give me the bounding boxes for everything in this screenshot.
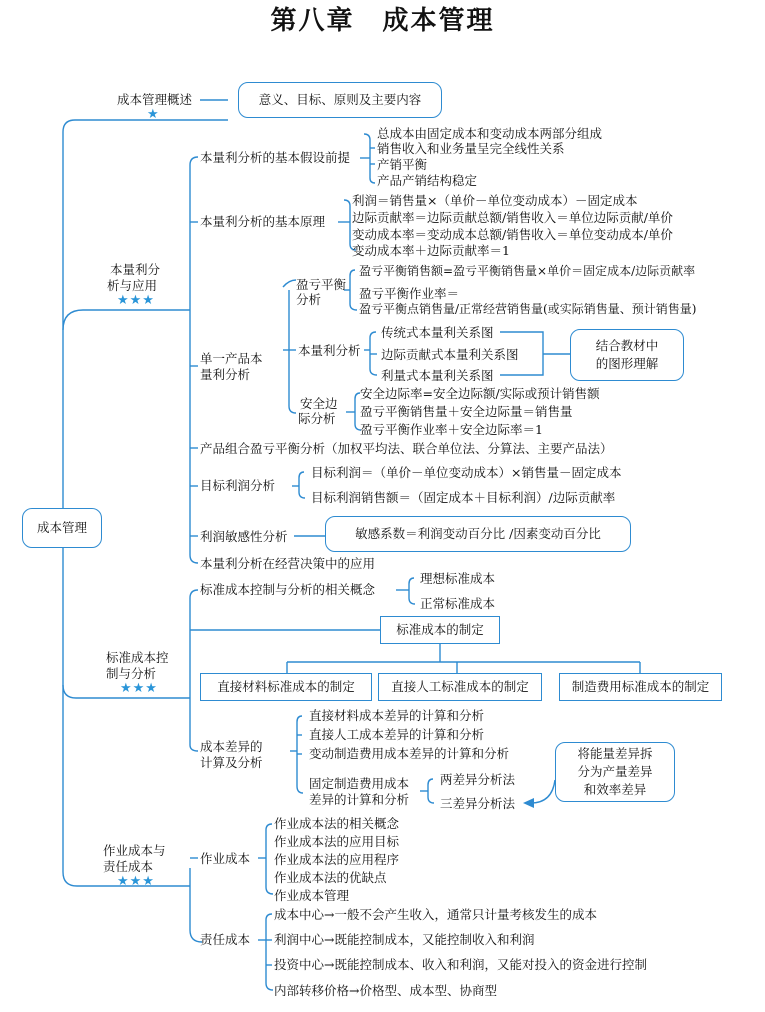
overview-content: 意义、目标、原则及主要内容 [238,82,442,118]
principle-item: 变动成本率＋边际贡献率＝1 [352,243,510,258]
responsibility-cost-label: 责任成本 [200,932,251,947]
chart-note [570,329,684,381]
breakeven-label-line2: 分析 [296,292,322,307]
principle-item: 边际贡献率＝边际贡献总额/销售收入＝单位边际贡献/单价 [352,210,673,225]
breakeven-item: 盈亏平衡点销售量/正常经营销售量(或实际销售量、预计销售量) [359,302,697,316]
three-difference-method: 三差异分析法 [440,796,516,811]
cvp-principle-label: 本量利分析的基本原理 [200,214,326,229]
chart-item: 传统式本量利关系图 [381,325,494,340]
chart-item: 利量式本量利关系图 [381,368,494,383]
standard-label-line2: 制与分析 [106,666,157,681]
activity-item: 作业成本法的应用程序 [274,852,400,867]
page-title: 第八章 成本管理 [270,6,495,36]
standard-stars: ★★★ [120,681,158,696]
abc-label-line2: 责任成本 [103,859,154,874]
breakeven-label-line1: 盈亏平衡 [296,277,347,292]
variance-label-line2: 计算及分析 [200,755,263,770]
activity-cost-label: 作业成本 [200,851,251,866]
assumption-item: 产销平衡 [377,157,428,172]
fixed-overhead-label-line1: 固定制造费用成本 [309,776,410,791]
note-line1: 将能量差异拆 [577,746,653,761]
principle-item: 变动成本率＝变动成本总额/销售收入＝单位变动成本/单价 [352,227,673,242]
single-product-label-line1: 单一产品本 [200,351,263,366]
variance-item: 变动制造费用成本差异的计算和分析 [309,746,510,761]
responsibility-item: 投资中心→既能控制成本、收入和利润，又能对投入的资金进行控制 [274,957,647,972]
standard-label-line1: 标准成本控 [106,650,169,665]
note-line2: 分为产量差异 [577,764,653,779]
cvp-label-line2: 析与应用 [107,278,158,293]
chart-note-line2: 的图形理解 [595,356,659,371]
setting-overhead-box: 制造费用标准成本的制定 [559,673,722,701]
standard-concepts-label: 标准成本控制与分析的相关概念 [200,582,376,597]
variance-label-line1: 成本差异的 [200,739,263,754]
overview-label: 成本管理概述 [117,92,193,107]
target-item: 目标利润销售额＝（固定成本＋目标利润）/边际贡献率 [311,490,616,505]
chart-item: 边际贡献式本量利关系图 [381,347,519,362]
breakeven-item: 盈亏平衡作业率＝ [359,286,460,301]
assumption-item: 产品产销结构稳定 [377,173,478,188]
setting-material-box: 直接材料标准成本的制定 [200,673,372,701]
standard-setting-box: 标准成本的制定 [380,616,500,644]
assumption-item: 销售收入和业务量呈完全线性关系 [377,141,565,156]
cvp-stars: ★★★ [117,293,155,308]
cvp-label-line1: 本量利分 [110,262,161,277]
decision-application: 本量利分析在经营决策中的应用 [200,556,376,571]
root-node: 成本管理 [22,508,102,548]
activity-item: 作业成本管理 [274,888,350,903]
safety-label-line2: 际分析 [298,411,336,426]
chart-note-line1: 结合教材中 [595,338,659,353]
safety-item: 盈亏平衡销售量＋安全边际量＝销售量 [360,404,573,419]
breakeven-item: 盈亏平衡销售额=盈亏平衡销售量×单价＝固定成本/边际贡献率 [359,264,696,278]
sensitivity-content: 敏感系数＝利润变动百分比 /因素变动百分比 [325,516,631,552]
two-difference-method: 两差异分析法 [440,772,516,787]
safety-label-line1: 安全边 [300,396,338,411]
responsibility-item: 利润中心→既能控制成本，又能控制收入和利润 [274,932,535,947]
safety-item: 盈亏平衡作业率＋安全边际率＝1 [360,422,543,437]
capacity-variance-note [555,742,675,802]
responsibility-item: 内部转移价格→价格型、成本型、协商型 [274,983,497,998]
target-profit-label: 目标利润分析 [200,478,276,493]
cvp-chart-label: 本量利分析 [298,343,361,358]
abc-label-line1: 作业成本与 [103,843,166,858]
variance-item: 直接材料成本差异的计算和分析 [309,708,485,723]
concept-item: 正常标准成本 [420,596,496,611]
portfolio-analysis: 产品组合盈亏平衡分析（加权平均法、联合单位法、分算法、主要产品法） [200,441,613,456]
activity-item: 作业成本法的应用目标 [274,834,400,849]
concept-item: 理想标准成本 [420,571,496,586]
sensitivity-label: 利润敏感性分析 [200,529,288,544]
variance-item: 直接人工成本差异的计算和分析 [309,727,485,742]
single-product-label-line2: 量利分析 [200,367,251,382]
fixed-overhead-label-line2: 差异的计算和分析 [309,792,410,807]
assumption-item: 总成本由固定成本和变动成本两部分组成 [377,126,603,141]
activity-item: 作业成本法的优缺点 [274,870,387,885]
setting-labor-box: 直接人工标准成本的制定 [378,673,542,701]
target-item: 目标利润＝（单价－单位变动成本）×销售量－固定成本 [311,465,622,480]
activity-item: 作业成本法的相关概念 [274,816,400,831]
abc-stars: ★★★ [117,874,155,889]
cvp-assumptions-label: 本量利分析的基本假设前提 [200,150,351,165]
safety-item: 安全边际率=安全边际额/实际或预计销售额 [360,386,600,401]
overview-stars: ★ [147,107,160,122]
principle-item: 利润＝销售量×（单价－单位变动成本）－固定成本 [352,193,638,208]
note-line3: 和效率差异 [583,782,647,797]
responsibility-item: 成本中心→一般不会产生收入，通常只计量考核发生的成本 [274,907,597,922]
